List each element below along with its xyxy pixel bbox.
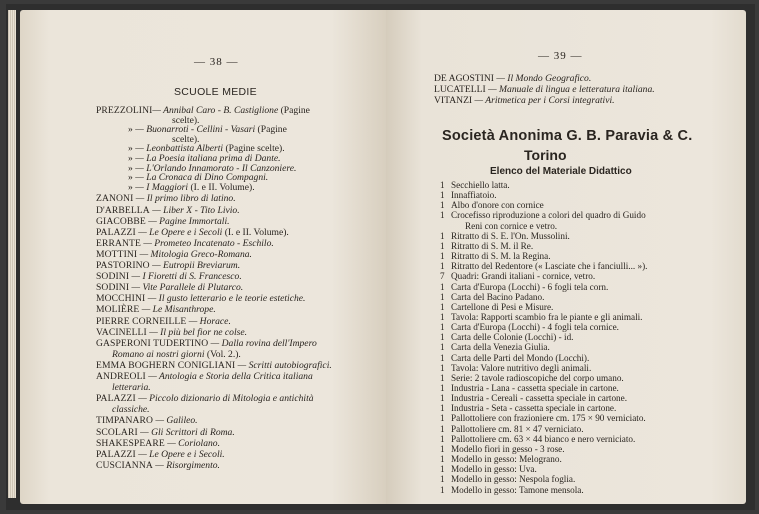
- material-quantity: 1: [440, 433, 445, 444]
- material-text: Innaffiatoio.: [451, 190, 497, 201]
- material-quantity: 1: [440, 342, 445, 353]
- entry-note: scelte).: [172, 114, 200, 126]
- entry-author: »: [128, 172, 133, 184]
- material-text: Pallottoliere cm. 81 × 47 verniciato.: [451, 423, 584, 434]
- entry-title: — Leonbattista Alberti: [132, 143, 224, 155]
- entry-note: (I. e II. Volume).: [222, 226, 289, 238]
- entry-author: SHAKESPEARE: [96, 437, 165, 449]
- left-page: [20, 10, 386, 504]
- material-text: Albo d'onore con cornice: [451, 200, 544, 211]
- material-text: Carta d'Europa (Locchi) - 4 fogli tela cornice.: [451, 322, 619, 333]
- entry-author: GASPERONI TUDERTINO: [96, 337, 209, 349]
- entry-title: Romano ai nostri giorni: [112, 348, 205, 360]
- material-item: [440, 373, 624, 383]
- material-quantity: 1: [440, 301, 445, 312]
- entry-title: — Le Opere e i Secoli.: [135, 448, 225, 460]
- entry-title: — Gli Scrittori di Roma.: [137, 426, 235, 438]
- material-item: [440, 444, 565, 454]
- entry-author: SODINI: [96, 282, 130, 294]
- material-text: Secchiello latta.: [451, 180, 510, 190]
- entry-title: — Dalla rovina dell'Impero: [208, 337, 317, 349]
- entry-title: — Galileo.: [153, 415, 198, 427]
- company-city: Torino: [524, 147, 567, 163]
- entry-note: (Vol. 2.).: [204, 348, 241, 360]
- entry-author: »: [128, 124, 133, 136]
- material-text: Ritratto del Redentore (« Lasciate che i fanciulli... »).: [451, 261, 648, 272]
- company-name: Società Anonima G. B. Paravia & C.: [442, 128, 693, 144]
- material-text: Modello in gesso: Melograno.: [451, 454, 562, 465]
- entry-title: — Buonarroti - Cellini - Vasari: [132, 124, 256, 136]
- entry-title: classiche.: [112, 404, 150, 416]
- material-text: Industria - Seta - cassetta speciale in cartone.: [451, 403, 617, 414]
- entry-author: »: [128, 143, 133, 155]
- material-quantity: 1: [440, 372, 445, 383]
- material-item: [440, 302, 553, 312]
- material-item: [440, 474, 575, 484]
- entry-title: — I Fioretti di S. Francesco.: [129, 271, 242, 283]
- material-item: [440, 261, 647, 271]
- entry-title: — Eutropii Breviarum.: [149, 260, 241, 271]
- material-quantity: 1: [440, 464, 445, 475]
- entry-author: ZANONI: [96, 193, 134, 205]
- material-quantity: 7: [440, 271, 445, 282]
- book-entry: [96, 461, 220, 472]
- material-text: Industria - Lana - cassetta speciale in cartone.: [451, 383, 619, 393]
- material-quantity: 1: [440, 190, 445, 201]
- material-quantity: 1: [440, 311, 445, 322]
- entry-title: — Pagine Immortali.: [145, 215, 230, 227]
- material-item: [440, 363, 591, 373]
- material-quantity: 1: [440, 484, 445, 495]
- right-page-number: — 39 —: [538, 50, 583, 62]
- entry-author: PREZZOLINI: [96, 105, 153, 116]
- material-quantity: 1: [440, 413, 445, 424]
- material-quantity: 1: [440, 200, 445, 211]
- entry-note: (I. e II. Volume).: [188, 181, 255, 193]
- left-page-number: — 38 —: [194, 56, 239, 68]
- material-text: Modello in gesso: Nespola foglia.: [451, 474, 576, 485]
- entry-title: — Manuale di lingua e letteratura italiana.: [485, 84, 655, 95]
- material-item: [440, 200, 544, 210]
- entry-author: PALAZZI: [96, 448, 136, 460]
- material-quantity: 1: [440, 240, 445, 251]
- entry-author: ERRANTE: [96, 237, 141, 249]
- material-text: Pallottoliere con frazioniere cm. 175 × 90 verniciato.: [451, 413, 646, 424]
- entry-title: — Prometeo Incatenato - Eschilo.: [140, 237, 274, 249]
- material-text: Pallottoliere cm. 63 × 44 bianco e nero verniciato.: [451, 433, 636, 444]
- entry-title: — Il Mondo Geografico.: [493, 73, 592, 84]
- material-quantity: 1: [440, 281, 445, 292]
- material-text: Carta delle Colonie (Locchi) - id.: [451, 332, 574, 343]
- material-item: [440, 322, 619, 332]
- entry-author: VITANZI: [434, 95, 473, 106]
- entry-title: — Mitologia Greco-Romana.: [137, 248, 252, 260]
- material-item: [440, 180, 510, 190]
- entry-title: — Risorgimento.: [152, 459, 220, 471]
- material-item: [440, 403, 616, 413]
- entry-title: — Liber X - Tito Livio.: [149, 204, 240, 216]
- entry-title: — Le Misanthrope.: [139, 304, 216, 316]
- entry-author: CUSCIANNA: [96, 459, 153, 471]
- material-item: [440, 353, 589, 363]
- material-item: [440, 424, 584, 434]
- material-text: Quadri: Grandi italiani - cornice, vetro.: [451, 271, 596, 282]
- material-item: [440, 190, 497, 200]
- material-quantity: 1: [440, 291, 445, 302]
- entry-title: — I Maggiori: [132, 181, 189, 193]
- material-text: Industria - Cereali - cassetta speciale in cartone.: [451, 393, 628, 404]
- material-quantity: 1: [440, 332, 445, 343]
- entry-title: — Il primo libro di latino.: [133, 193, 236, 205]
- entry-title: — La Poesia italiana prima di Dante.: [132, 153, 281, 164]
- material-quantity: 1: [440, 443, 445, 454]
- material-quantity: 1: [440, 423, 445, 434]
- material-text: Cartellone di Pesi e Misure.: [451, 301, 554, 312]
- scuole-medie-heading: SCUOLE MEDIE: [174, 86, 257, 98]
- entry-title: letteraria.: [112, 382, 151, 394]
- entry-author: »: [128, 162, 133, 174]
- material-text: Ritratto di S. E. l'On. Mussolini.: [451, 230, 570, 241]
- material-text: Modello in gesso: Tamone mensola.: [451, 484, 584, 495]
- material-item: [440, 231, 570, 241]
- entry-author: MOCCHINI: [96, 293, 146, 305]
- entry-author: »: [128, 181, 133, 193]
- material-item: [440, 312, 642, 322]
- material-item: [440, 292, 544, 302]
- material-quantity: 1: [440, 393, 445, 404]
- material-item: [440, 221, 557, 231]
- book-entry: [128, 125, 287, 136]
- material-quantity: 1: [440, 474, 445, 485]
- entry-note: (Pagine: [255, 124, 287, 136]
- entry-author: ANDREOLI: [96, 371, 146, 382]
- entry-title: — Scritti autobiografici.: [235, 359, 332, 371]
- material-item: [440, 241, 533, 251]
- entry-note: (Pagine: [278, 105, 310, 116]
- book-entry: [434, 96, 615, 107]
- material-item: [440, 271, 595, 281]
- entry-author: »: [128, 153, 133, 164]
- entry-author: SCOLARI: [96, 426, 138, 438]
- entry-author: TIMPANARO: [96, 415, 154, 427]
- material-quantity: 1: [440, 261, 445, 272]
- entry-author: MOTTINI: [96, 248, 138, 260]
- page-edges: [8, 10, 16, 498]
- material-quantity: 1: [440, 210, 445, 221]
- material-text: Carta d'Europa (Locchi) - 6 fogli tela corn.: [451, 281, 609, 292]
- material-item: [440, 434, 635, 444]
- entry-author: SODINI: [96, 271, 130, 283]
- material-text: Crocefisso riproduzione a colori del quadro di Guido: [451, 210, 646, 221]
- entry-title: — La Cronaca di Dino Compagni.: [132, 172, 269, 184]
- entry-author: PASTORINO: [96, 260, 150, 271]
- material-quantity: 1: [440, 403, 445, 414]
- material-item: [440, 383, 619, 393]
- book-entry: [96, 106, 310, 117]
- material-item: [440, 464, 537, 474]
- entry-note: (Pagine scelte).: [223, 143, 285, 155]
- material-quantity: 1: [440, 352, 445, 363]
- material-item: [440, 485, 584, 495]
- material-text: Modello fiori in gesso - 3 rose.: [451, 443, 565, 454]
- material-text: Carta delle Parti del Mondo (Locchi).: [451, 352, 590, 363]
- material-text: Carta del Bacino Padano.: [451, 291, 545, 302]
- entry-author: D'ARBELLA: [96, 204, 150, 216]
- material-quantity: 1: [440, 362, 445, 373]
- material-item: [440, 282, 608, 292]
- material-item: [440, 413, 646, 423]
- entry-author: GIACOBBE: [96, 215, 146, 227]
- entry-title: — Annibal Caro - B. Castiglione: [152, 105, 279, 116]
- entry-title: — Antologia e Storia della Critica italiana: [145, 371, 313, 382]
- entry-title: — L'Orlando Innamorato - Il Canzoniere.: [132, 162, 297, 174]
- entry-author: VACINELLI: [96, 326, 147, 338]
- material-text: Carta della Venezia Giulia.: [451, 342, 550, 353]
- material-text: Tavola: Valore nutritivo degli animali.: [451, 362, 592, 373]
- entry-title: — Il più bel fior ne colse.: [146, 326, 248, 338]
- entry-title: — Vite Parallele di Plutarco.: [129, 282, 244, 294]
- entry-author: MOLIÈRE: [96, 304, 140, 316]
- material-text: Reni con cornice e vetro.: [465, 220, 558, 231]
- entry-title: — Aritmetica per i Corsi integrativi.: [472, 95, 615, 106]
- entry-author: DE AGOSTINI: [434, 73, 494, 84]
- entry-title: — Le Opere e i Secoli: [135, 226, 223, 238]
- material-item: [440, 454, 562, 464]
- material-quantity: 1: [440, 251, 445, 262]
- material-text: Ritratto di S. M. la Regina.: [451, 251, 551, 262]
- book-entry: [128, 183, 255, 194]
- entry-author: PIERRE CORNEILLE: [96, 315, 187, 327]
- material-text: Ritratto di S. M. il Re.: [451, 240, 534, 251]
- material-text: Tavola: Rapporti scambio fra le piante e gli animali.: [451, 311, 643, 322]
- material-item: [440, 342, 550, 352]
- material-text: Modello in gesso: Uva.: [451, 464, 537, 475]
- entry-note: scelte).: [172, 133, 200, 145]
- entry-author: PALAZZI: [96, 393, 136, 405]
- materials-subtitle: Elenco del Materiale Didattico: [490, 166, 632, 177]
- material-quantity: 1: [440, 322, 445, 333]
- material-quantity: 1: [440, 230, 445, 241]
- entry-title: — Piccolo dizionario di Mitologia e antichità: [135, 393, 314, 405]
- entry-title: — Il gusto letterario e le teorie estetiche.: [145, 293, 306, 305]
- material-quantity: 1: [440, 383, 445, 393]
- entry-title: — Coriolano.: [164, 437, 220, 449]
- material-quantity: 1: [440, 180, 445, 190]
- material-quantity: 1: [440, 454, 445, 465]
- entry-author: PALAZZI: [96, 226, 136, 238]
- material-text: Serie: 2 tavole radioscopiche del corpo umano.: [451, 372, 624, 383]
- material-item: [440, 393, 627, 403]
- material-item: [440, 210, 646, 220]
- material-item: [440, 332, 573, 342]
- entry-author: LUCATELLI: [434, 84, 486, 95]
- right-page: [386, 10, 746, 504]
- entry-title: — Horace.: [186, 315, 231, 327]
- entry-author: EMMA BOGHERN CONIGLIANI: [96, 359, 236, 371]
- material-item: [440, 251, 551, 261]
